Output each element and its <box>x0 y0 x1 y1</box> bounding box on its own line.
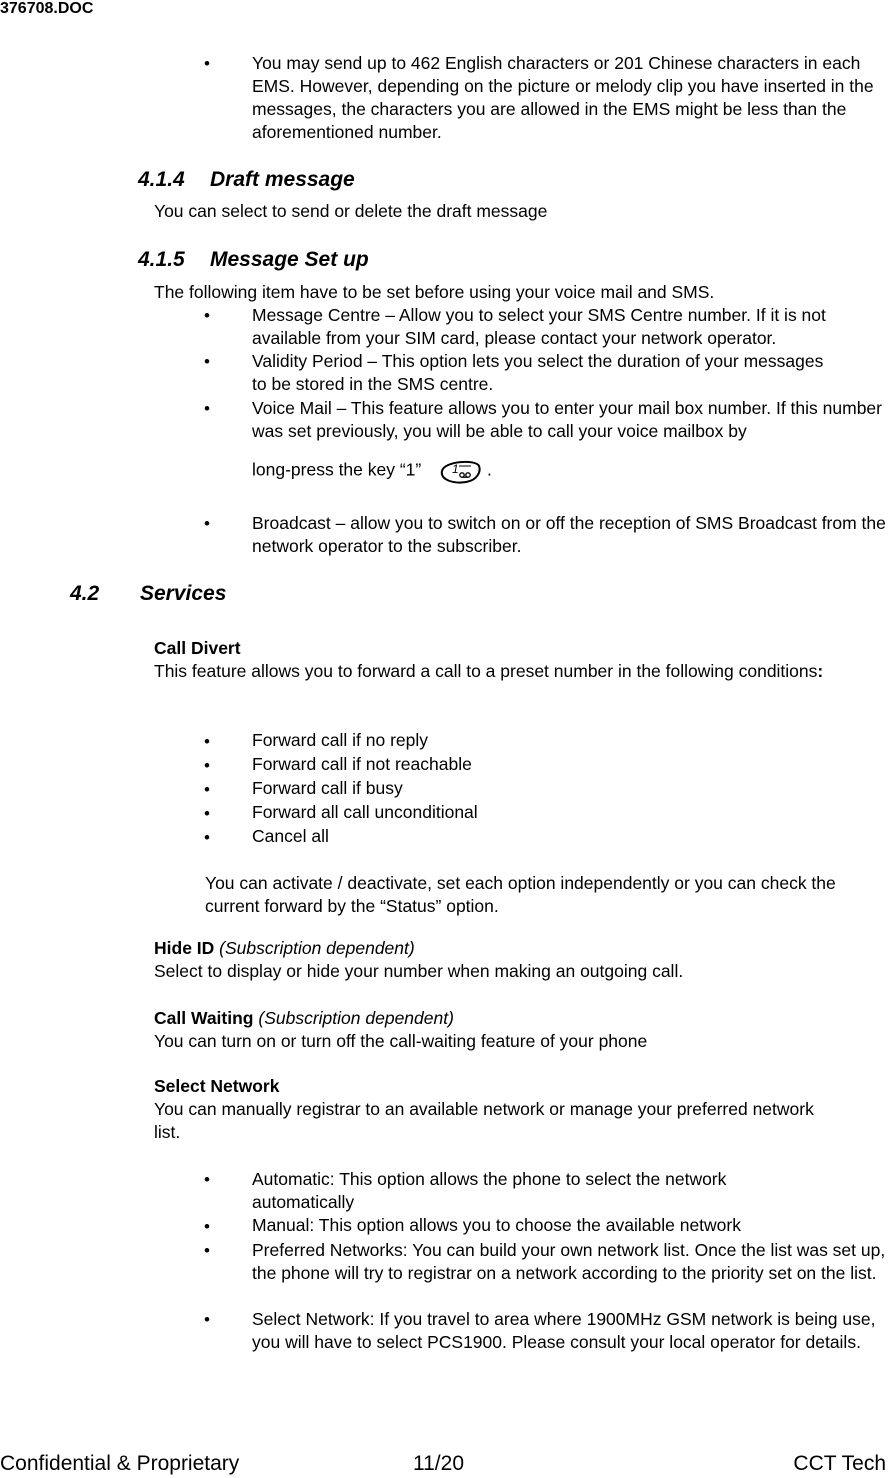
select-network-option-manual: Manual: This option allows you to choose the available network <box>252 1215 741 1235</box>
call-divert-option: Forward call if no reply <box>252 730 429 750</box>
select-network-option-automatic: Automatic: This option allows the phone to select the network automatically <box>252 1169 727 1212</box>
bullet-marker: • <box>204 1217 210 1236</box>
section-number-4-2: 4.2 <box>70 582 100 605</box>
call-divert-option: Forward all call unconditional <box>252 802 478 822</box>
bullet-marker: • <box>204 780 210 799</box>
voice-mail-key-text: long-press the key “1” <box>252 459 422 480</box>
section-number-4-1-5: 4.1.5 <box>138 248 185 271</box>
call-divert-intro: This feature allows you to forward a call to a preset number in the following conditions: <box>154 661 824 681</box>
setup-item-voice-mail: Voice Mail – This feature allows you to enter your mail box number. If this number was set previously, you will be able to call your voice mailbox by <box>252 398 882 441</box>
bullet-marker: • <box>204 54 210 73</box>
setup-item-validity-period: Validity Period – This option lets you select the duration of your messages to be stored in the SMS centre. <box>252 351 824 394</box>
bullet-marker: • <box>204 514 210 533</box>
hide-id-heading: Hide ID (Subscription dependent) <box>154 938 415 958</box>
call-divert-option: Forward call if not reachable <box>252 754 472 774</box>
bullet-marker: • <box>204 756 210 775</box>
hide-id-body: Select to display or hide your number when making an outgoing call. <box>154 961 684 981</box>
bullet-marker: • <box>204 828 210 847</box>
footer-page-number: 11/20 <box>413 1452 464 1475</box>
select-network-option-pcs1900: Select Network: If you travel to area where 1900MHz GSM network is being use, you will have to select PCS1900. Please consult your local operator for details. <box>252 1309 876 1352</box>
call-divert-note: You can activate / deactivate, set each option independently or you can check the current forward by the “Status” option. <box>205 873 836 916</box>
draft-body: You can select to send or delete the draft message <box>154 201 548 221</box>
call-divert-title: Call Divert <box>154 638 241 658</box>
section-title-draft-message: Draft message <box>210 168 355 191</box>
bullet-marker: • <box>204 804 210 823</box>
bullet-marker: • <box>204 306 210 325</box>
section-title-message-set-up: Message Set up <box>210 248 369 271</box>
bullet-marker: • <box>204 1170 210 1189</box>
setup-item-message-centre: Message Centre – Allow you to select your SMS Centre number. If it is not available from your SIM card, please contact your network operator. <box>252 305 826 348</box>
voice-mail-key-line <box>252 458 492 484</box>
svg-text:1: 1 <box>452 462 459 476</box>
footer-confidential: Confidential & Proprietary <box>0 1452 240 1475</box>
bullet-marker: • <box>204 732 210 751</box>
select-network-option-preferred: Preferred Networks: You can build your own network list. Once the list was set up, the phone will try to registrar on a network according to the priority set on the list. <box>252 1240 886 1283</box>
call-divert-option: Cancel all <box>252 826 329 846</box>
select-network-title: Select Network <box>154 1076 280 1096</box>
bullet-marker: • <box>204 399 210 418</box>
section-number-4-1-4: 4.1.4 <box>138 168 185 191</box>
footer-company: CCT Tech <box>793 1452 886 1475</box>
bullet-marker: • <box>204 1241 210 1260</box>
document-id: 376708.DOC <box>0 0 94 17</box>
select-network-body: You can manually registrar to an available network or manage your preferred network list. <box>154 1099 814 1142</box>
voice-mail-key-period: . <box>487 459 492 480</box>
section-title-services: Services <box>140 582 227 605</box>
setup-intro: The following item have to be set before using your voice mail and SMS. <box>154 282 715 302</box>
bullet-marker: • <box>204 352 210 371</box>
ems-note: You may send up to 462 English characters or 201 Chinese characters in each EMS. However, depending on the picture or melody clip you have inserted in the messages, the characters you are allowed in the EMS might be less than the aforementioned number. <box>252 53 874 142</box>
bullet-marker: • <box>204 1310 210 1329</box>
call-waiting-heading: Call Waiting (Subscription dependent) <box>154 1008 454 1028</box>
setup-item-broadcast: Broadcast – allow you to switch on or off the reception of SMS Broadcast from the network operator to the subscriber. <box>252 513 886 556</box>
call-waiting-body: You can turn on or turn off the call-waiting feature of your phone <box>154 1031 648 1051</box>
key-1-voicemail-icon <box>438 458 482 484</box>
call-divert-option: Forward call if busy <box>252 778 403 798</box>
